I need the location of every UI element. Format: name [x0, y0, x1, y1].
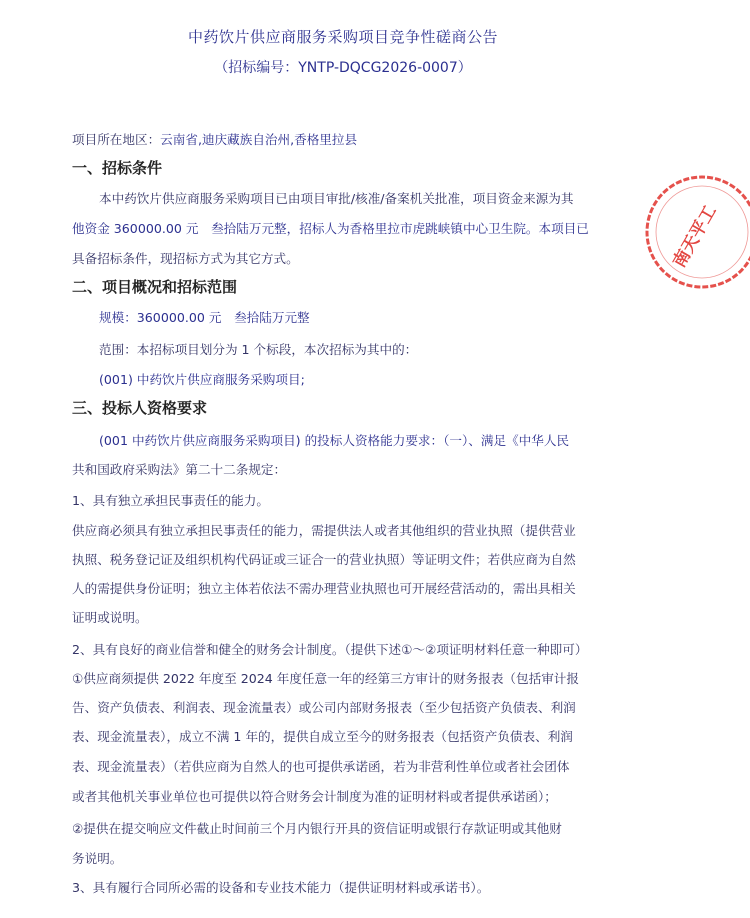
- section1-line3: 具备招标条件，现招标方式为其它方式。: [72, 251, 299, 266]
- package-item: (001) 中药饮片供应商服务采购项目;: [99, 372, 305, 387]
- section3-intro2: 共和国政府采购法》第二十二条规定：: [72, 462, 287, 477]
- section1-line2: 他资金 360000.00 元 叁拾陆万元整，招标人为香格里拉市虎跳峡镇中心卫生院。本项目已: [72, 221, 589, 236]
- location-value: 云南省,迪庆藏族自治州,香格里拉县: [160, 132, 358, 147]
- section3-heading: 三、投标人资格要求: [72, 399, 208, 417]
- req2-line5: 或者其他机关事业单位也可提供以符合财务会计制度为准的证明材料或者提供承诺函）；: [72, 789, 557, 804]
- req1-line1: 供应商必须具有独立承担民事责任的能力，需提供法人或者其他组织的营业执照（提供营业: [72, 523, 576, 538]
- req2-line2: 告、资产负债表、利润表、现金流量表）或公司内部财务报表（至少包括资产负债表、利润: [72, 700, 576, 715]
- req1-line2: 执照、税务登记证及组织机构代码证或三证合一的营业执照）等证明文件；若供应商为自然: [72, 552, 576, 567]
- company-seal-stamp: [640, 170, 750, 300]
- req2-line3: 表、现金流量表），成立不满 1 年的，提供自成立至今的财务报表（包括资产负债表、利润: [72, 729, 573, 744]
- location-label: 项目所在地区：: [72, 132, 161, 147]
- req1-title: 1、具有独立承担民事责任的能力。: [72, 493, 269, 508]
- req1-line3: 人的需提供身份证明；独立主体若依法不需办理营业执照也可开展经营活动的，需出具相关: [72, 581, 576, 596]
- document-title: 中药饮片供应商服务采购项目竞争性磋商公告: [187, 28, 498, 46]
- section3-intro1: (001 中药饮片供应商服务采购项目) 的投标人资格能力要求：（一）、满足《中华人民: [99, 433, 570, 448]
- req2-line1: ①供应商须提供 2022 年度至 2024 年度任意一年的经第三方审计的财务报表（包括审计报: [72, 671, 579, 686]
- section1-line1: 本中药饮片供应商服务采购项目已由项目审批/核准/备案机关批准，项目资金来源为其: [99, 191, 574, 206]
- req2-line4: 表、现金流量表）（若供应商为自然人的也可提供承诺函，若为非营利性单位或者社会团体: [72, 759, 570, 774]
- scope-line: 范围：本招标项目划分为 1 个标段，本次招标为其中的：: [99, 342, 418, 357]
- req2-line7: 务说明。: [72, 851, 123, 866]
- req2-title: 2、具有良好的商业信誉和健全的财务会计制度。（提供下述①～②项证明材料任意一种即可）: [72, 642, 588, 657]
- tender-number: （招标编号：YNTP-DQCG2026-0007）: [214, 60, 472, 76]
- section1-heading: 一、招标条件: [72, 159, 163, 177]
- svg-text:南天平工: 南天平工: [669, 202, 721, 272]
- section2-heading: 二、项目概况和招标范围: [72, 278, 238, 296]
- scale-line: 规模：360000.00 元 叁拾陆万元整: [99, 310, 310, 325]
- location-line: [72, 129, 357, 148]
- req1-line4: 证明或说明。: [72, 610, 148, 625]
- req3-title: 3、具有履行合同所必需的设备和专业技术能力（提供证明材料或承诺书）。: [72, 880, 490, 895]
- req2-line6: ②提供在提交响应文件截止时间前三个月内银行开具的资信证明或银行存款证明或其他财: [72, 821, 562, 836]
